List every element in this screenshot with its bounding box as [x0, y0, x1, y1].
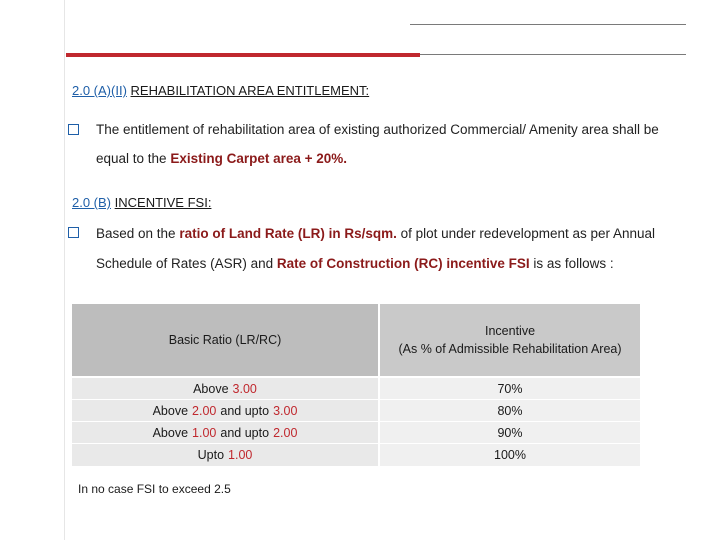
header-incentive-line1: Incentive [484, 324, 536, 338]
section-a-line2-highlight: Existing Carpet area + 20%. [170, 151, 348, 166]
incentive-fsi-table [72, 304, 640, 466]
ratio-value: 3.00 [232, 381, 257, 396]
section-b-line2-highlight: Rate of Construction (RC) incentive FSI [276, 256, 530, 271]
section-b-text-line1 [96, 226, 655, 241]
ratio-prefix: Upto [197, 448, 225, 462]
checkbox-bullet-icon [68, 227, 79, 238]
incentive-cell: 70% [380, 378, 640, 399]
ratio-value: 1.00 [228, 448, 253, 462]
ratio-value: 1.00 [192, 425, 217, 440]
red-accent-bar [66, 53, 420, 57]
section-b-line1-highlight: ratio of Land Rate (LR) in Rs/sqm. [179, 226, 397, 241]
checkbox-bullet-icon [68, 124, 79, 135]
fsi-limit-note: In no case FSI to exceed 2.5 [78, 482, 231, 496]
ratio-value: 2.00 [192, 403, 217, 418]
ratio-value-upper: 2.00 [273, 425, 298, 440]
ratio-prefix: Above [193, 381, 229, 396]
table-row [72, 378, 640, 399]
section-b-line1-suffix: of plot under redevelopment as per Annual [400, 226, 656, 241]
header-incentive-line2: (As % of Admissible Rehabilitation Area) [398, 342, 622, 356]
ratio-cell [72, 444, 378, 466]
ratio-cell [72, 400, 378, 421]
section-a-label: REHABILITATION AREA ENTITLEMENT: [130, 83, 370, 98]
section-b-number: 2.0 (B) [72, 195, 112, 210]
section-b-label: INCENTIVE FSI: [114, 195, 212, 210]
section-a-heading [72, 83, 369, 98]
header-incentive [380, 304, 640, 376]
ratio-value-upper: 3.00 [273, 403, 298, 418]
incentive-cell: 80% [380, 400, 640, 421]
section-a-text-line2 [96, 151, 347, 166]
section-b-heading [72, 195, 211, 210]
table-row [72, 422, 640, 443]
ratio-mid: and upto [220, 425, 270, 440]
table-row [72, 444, 640, 466]
incentive-cell: 100% [380, 444, 640, 466]
ratio-cell [72, 378, 378, 399]
table-row [72, 400, 640, 421]
grey-divider [420, 54, 686, 55]
section-b-line1-prefix: Based on the [96, 226, 176, 241]
left-margin-line [64, 0, 65, 540]
top-divider [410, 24, 686, 25]
header-basic-ratio: Basic Ratio (LR/RC) [72, 304, 378, 376]
section-b-line2-suffix: is as follows : [533, 256, 614, 271]
incentive-cell: 90% [380, 422, 640, 443]
ratio-prefix: Above [152, 425, 189, 440]
section-a-text-line1: The entitlement of rehabilitation area of existing authorized Commercial/ Amenity area shall be [96, 122, 659, 137]
table-header-row [72, 304, 640, 376]
ratio-cell [72, 422, 378, 443]
section-b-text-line2 [96, 256, 614, 271]
ratio-prefix: Above [152, 403, 189, 418]
section-b-line2-prefix: Schedule of Rates (ASR) and [96, 256, 274, 271]
section-a-line2-prefix: equal to the [96, 151, 167, 166]
ratio-mid: and upto [220, 403, 270, 418]
section-a-number: 2.0 (A)(II) [72, 83, 127, 98]
